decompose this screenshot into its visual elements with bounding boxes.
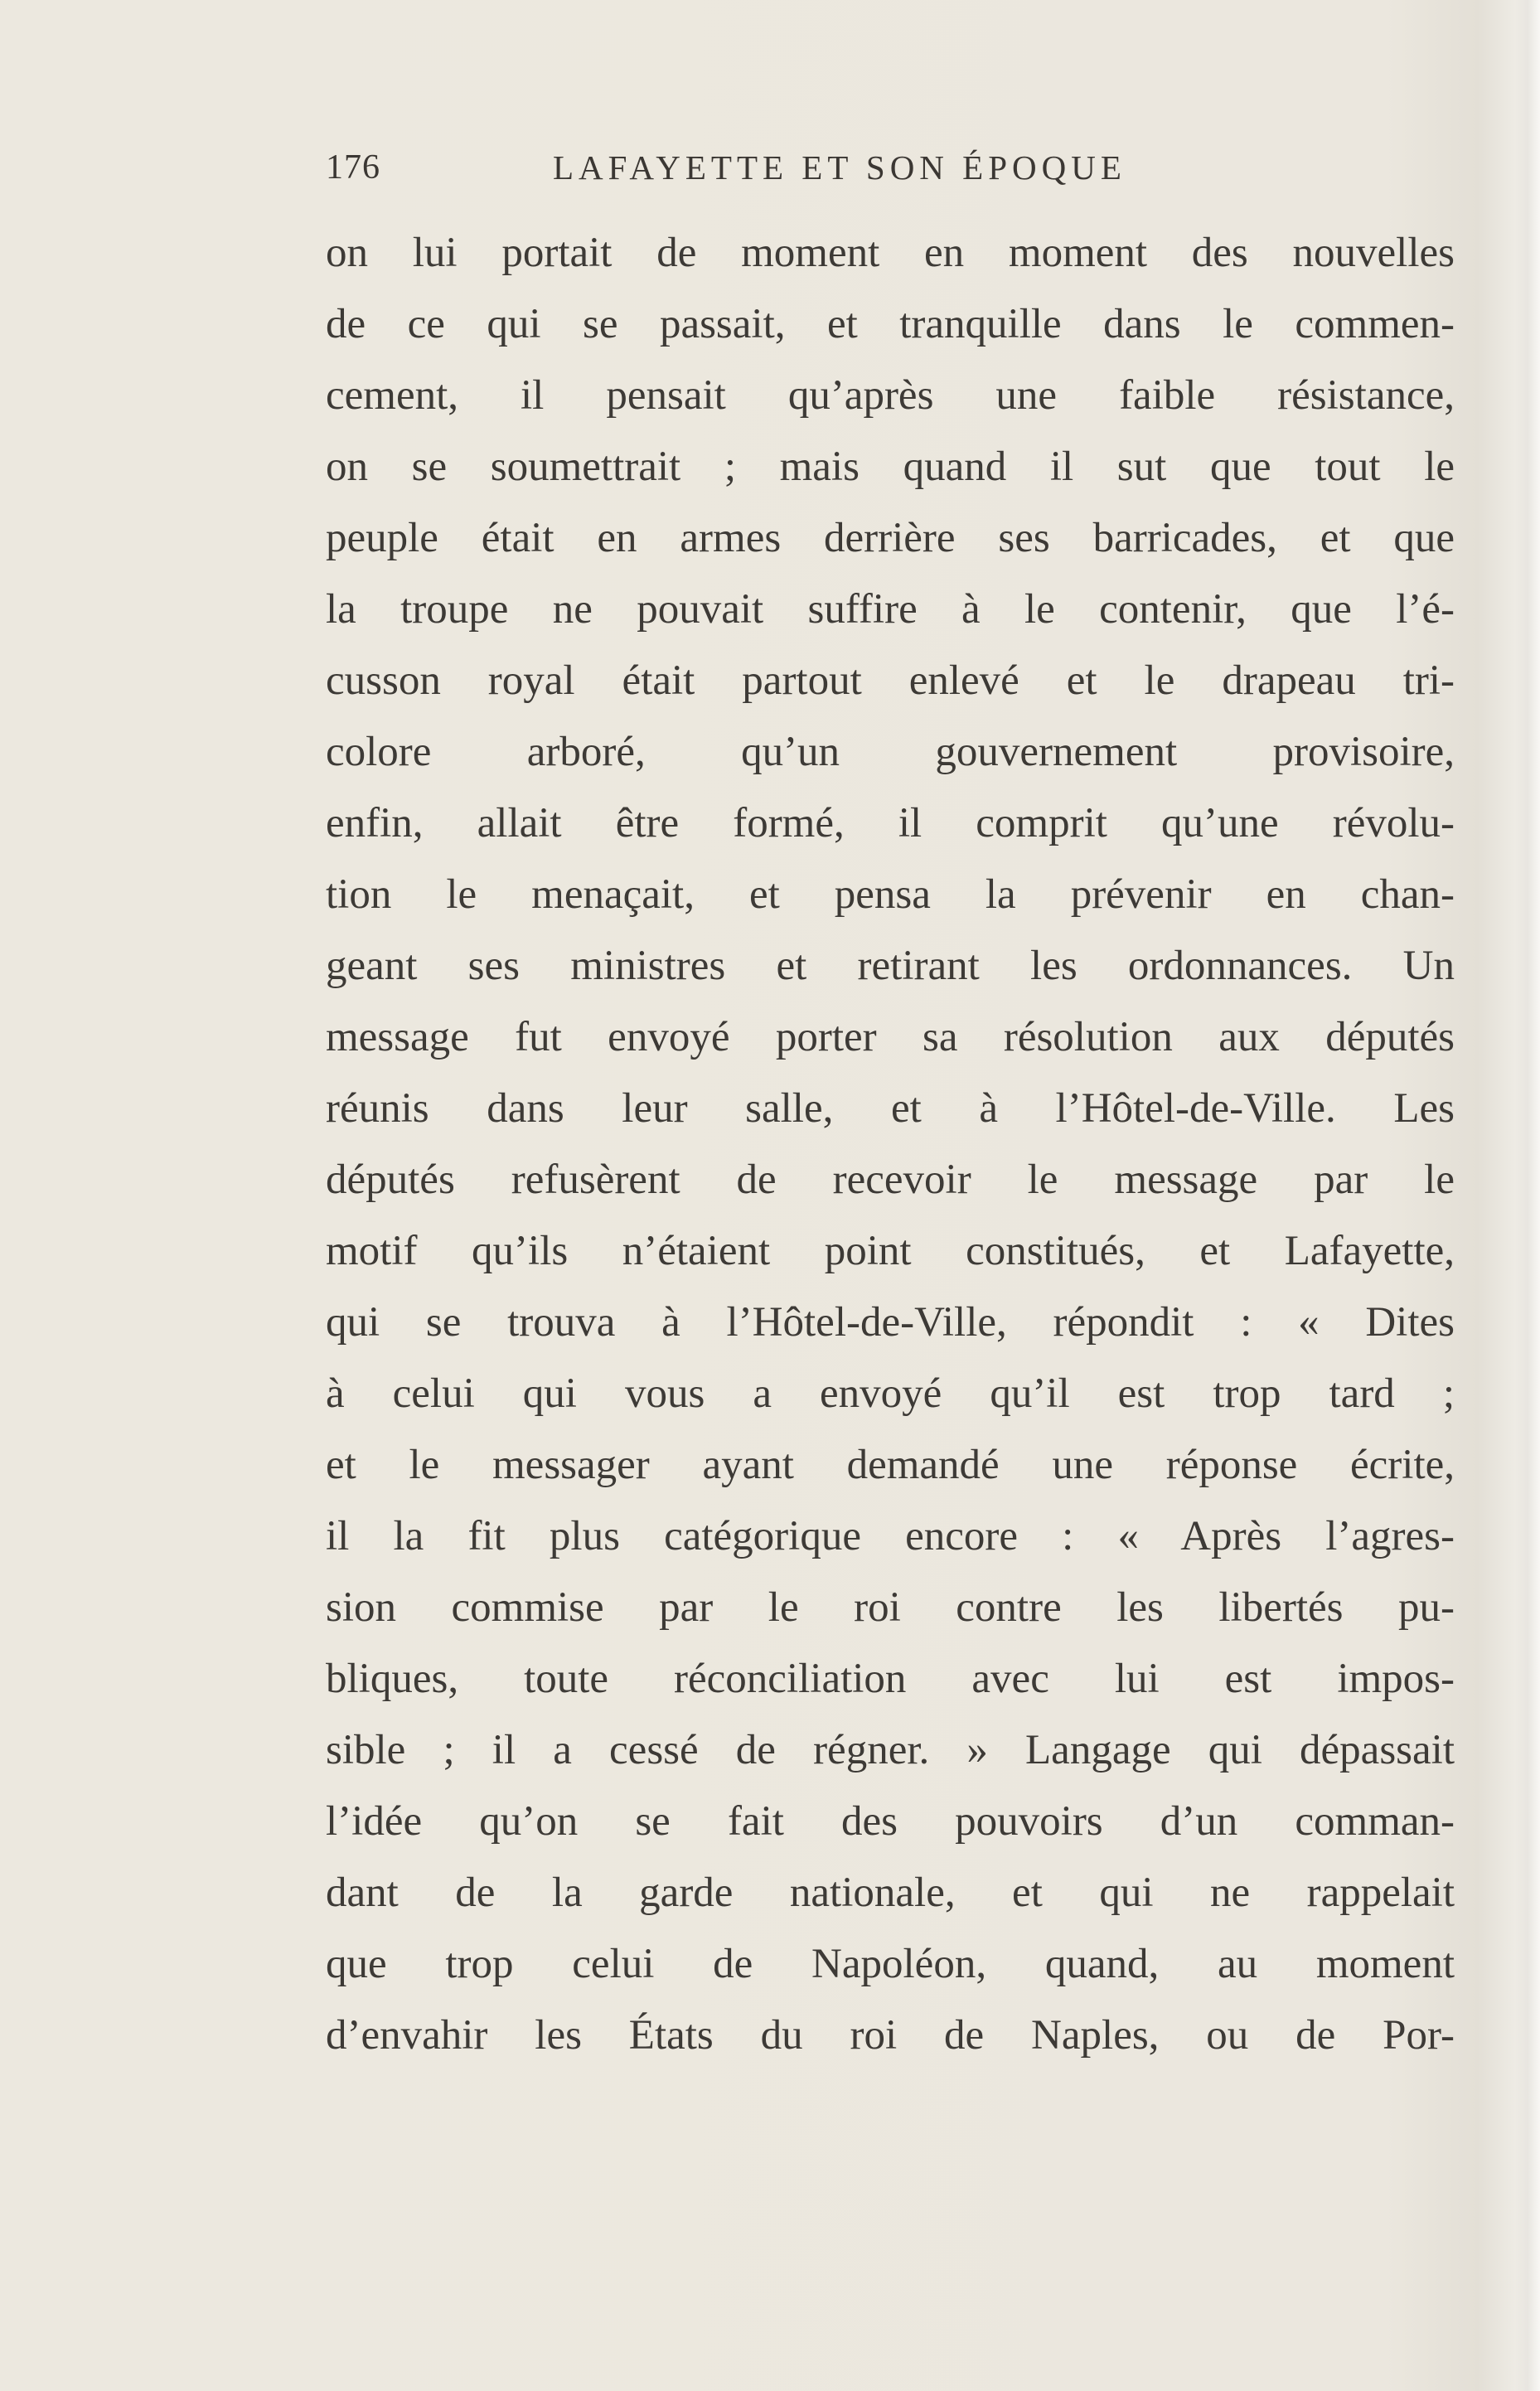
text-line: de ce qui se passait, et tranquille dans le commen- bbox=[326, 301, 1455, 347]
page-header bbox=[326, 148, 1455, 197]
text-line: dant de la garde nationale, et qui ne rappelait bbox=[326, 1870, 1455, 1916]
text-line: on se soumettrait ; mais quand il sut que tout le bbox=[326, 444, 1455, 490]
text-line: il la fit plus catégorique encore : « Après l’agres- bbox=[326, 1513, 1455, 1559]
text-line: cusson royal était partout enlevé et le drapeau tri- bbox=[326, 657, 1455, 704]
text-line: réunis dans leur salle, et à l’Hôtel-de-Ville. Les bbox=[326, 1085, 1455, 1132]
text-line: l’idée qu’on se fait des pouvoirs d’un comman- bbox=[326, 1798, 1455, 1845]
text-line: qui se trouva à l’Hôtel-de-Ville, répondit : « Dites bbox=[326, 1299, 1455, 1346]
text-line: sion commise par le roi contre les libertés pu- bbox=[326, 1584, 1455, 1631]
body-text bbox=[326, 217, 1455, 2071]
text-line: peuple était en armes derrière ses barricades, et que bbox=[326, 515, 1455, 561]
text-line: la troupe ne pouvait suffire à le contenir, que l’é- bbox=[326, 586, 1455, 633]
text-line: et le messager ayant demandé une réponse écrite, bbox=[326, 1442, 1455, 1488]
text-line: message fut envoyé porter sa résolution aux députés bbox=[326, 1014, 1455, 1060]
text-line: on lui portait de moment en moment des nouvelles bbox=[326, 230, 1455, 276]
text-line: colore arboré, qu’un gouvernement provisoire, bbox=[326, 729, 1455, 775]
page-edge-shadow bbox=[1515, 0, 1540, 2391]
text-line: bliques, toute réconciliation avec lui est impos- bbox=[326, 1656, 1455, 1702]
running-title: LAFAYETTE ET SON ÉPOQUE bbox=[553, 148, 1126, 187]
text-line: geant ses ministres et retirant les ordonnances. Un bbox=[326, 943, 1455, 989]
text-line: d’envahir les États du roi de Naples, ou de Por- bbox=[326, 2012, 1455, 2059]
text-line: que trop celui de Napoléon, quand, au moment bbox=[326, 1941, 1455, 1987]
text-line: à celui qui vous a envoyé qu’il est trop tard ; bbox=[326, 1370, 1455, 1417]
page-number: 176 bbox=[326, 148, 380, 187]
text-line: députés refusèrent de recevoir le message par le bbox=[326, 1157, 1455, 1203]
text-line: tion le menaçait, et pensa la prévenir en chan- bbox=[326, 871, 1455, 918]
text-line: motif qu’ils n’étaient point constitués, et Lafayette, bbox=[326, 1228, 1455, 1274]
text-line: enfin, allait être formé, il comprit qu’une révolu- bbox=[326, 800, 1455, 846]
text-line: cement, il pensait qu’après une faible résistance, bbox=[326, 372, 1455, 419]
text-line: sible ; il a cessé de régner. » Langage qui dépassait bbox=[326, 1727, 1455, 1773]
